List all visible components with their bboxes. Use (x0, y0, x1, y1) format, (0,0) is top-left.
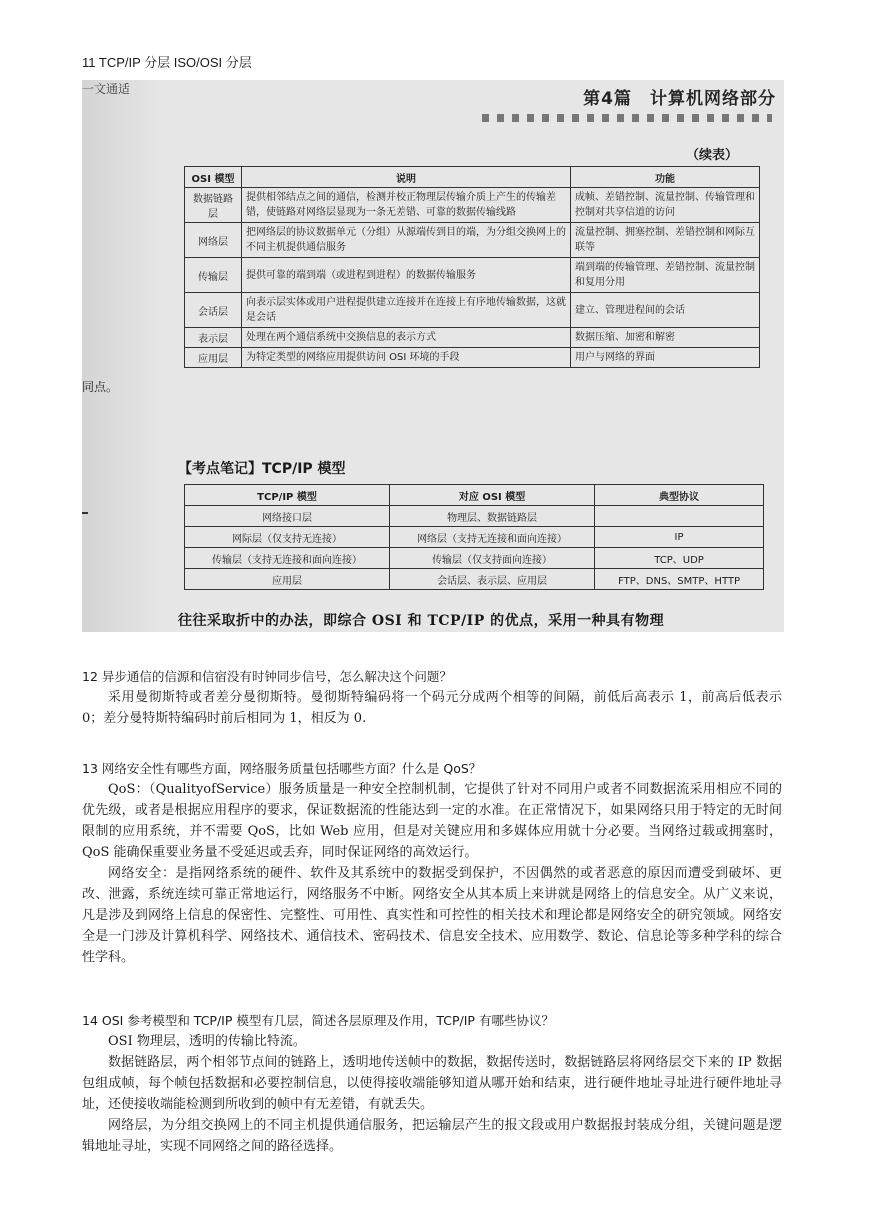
osi-col-header: 功能 (571, 167, 760, 188)
osi-layer-name: 数据链路层 (185, 188, 242, 223)
tcp-osi-mapping: 物理层、数据链路层 (390, 506, 595, 527)
tcp-osi-mapping: 网络层（支持无连接和面向连接） (390, 527, 595, 548)
table-row (185, 348, 760, 368)
osi-table-header-row (185, 167, 760, 188)
tcp-layer-name: 网际层（仅支持无连接） (185, 527, 390, 548)
table-row (185, 293, 760, 328)
data-link-layer-paragraph: 数据链路层，两个相邻节点间的链路上，透明地传送帧中的数据，数据传送时，数据链路层将网络层交下来的 IP 数据包组成帧，每个帧包括数据和必要控制信息，以使得接收端能够知道从哪开始和结束，进行硬件地址寻址进行硬件地址寻址，还使接收端能检测到所收到的帧中有无差错，有就丢失。 (82, 1055, 782, 1112)
osi-layer-description: 提供可靠的端到端（或进程到进程）的数据传输服务 (242, 258, 571, 293)
header-dot-pattern (482, 114, 772, 122)
question-11-heading: 11 TCP/IP 分层 ISO/OSI 分层 (82, 55, 252, 70)
question-14-title: 14 OSI 参考模型和 TCP/IP 模型有几层，简述各层原理及作用，TCP/IP 有哪些协议？ (82, 1013, 554, 1028)
tcp-protocols: FTP、DNS、SMTP、HTTP (595, 569, 764, 590)
osi-layer-description: 向表示层实体或用户进程提供建立连接并在连接上有序地传输数据，这就是会话 (242, 293, 571, 328)
physical-layer-paragraph: OSI 物理层，透明的传输比特流。 (108, 1034, 306, 1049)
scanned-textbook-photo (82, 80, 784, 632)
table-row (185, 258, 760, 293)
tcp-layer-name: 应用层 (185, 569, 390, 590)
tcpip-model-table (184, 484, 764, 590)
osi-layer-function: 数据压缩、加密和解密 (571, 328, 760, 348)
osi-layer-name: 网络层 (185, 223, 242, 258)
tcp-protocols: IP (595, 527, 764, 548)
tcp-osi-mapping: 会话层、表示层、应用层 (390, 569, 595, 590)
table-row (185, 328, 760, 348)
table-row (185, 527, 764, 548)
osi-layer-name: 会话层 (185, 293, 242, 328)
question-12-answer: 采用曼彻斯特或者差分曼彻斯特。曼彻斯特编码将一个码元分成两个相等的间隔，前低后高表示 1，前高后低表示 0；差分曼特斯特编码时前后相同为 1，相反为 0. (82, 690, 782, 726)
table-row (185, 548, 764, 569)
book-section-header: 第4篇 计算机网络部分 (583, 89, 776, 109)
tcp-col-header: TCP/IP 模型 (185, 485, 390, 506)
photo-clipped-text: 一文通适 (82, 82, 131, 96)
osi-layer-name: 表示层 (185, 328, 242, 348)
continued-label: （续表） (686, 148, 739, 163)
osi-layer-function: 用户与网络的界面 (571, 348, 760, 368)
osi-layer-function: 成帧、差错控制、流量控制、传输管理和控制对共享信道的访问 (571, 188, 760, 223)
osi-layer-description: 处理在两个通信系统中交换信息的表示方式 (242, 328, 571, 348)
table-row (185, 188, 760, 223)
question-14-block (82, 1010, 782, 1157)
tcp-layer-name: 传输层（支持无连接和面向连接） (185, 548, 390, 569)
table-row (185, 506, 764, 527)
tcp-col-header: 典型协议 (595, 485, 764, 506)
osi-layer-description: 提供相邻结点之间的通信，检测并校正物理层传输介质上产生的传输差错，使链路对网络层显现为一条无差错、可靠的数据传输线路 (242, 188, 571, 223)
margin-dash (82, 512, 88, 514)
osi-layer-name: 传输层 (185, 258, 242, 293)
left-margin-text: 同点。 (82, 380, 119, 394)
osi-col-header: OSI 模型 (185, 167, 242, 188)
table-row (185, 223, 760, 258)
photo-shadow (82, 80, 162, 632)
table-row (185, 569, 764, 590)
network-layer-paragraph: 网络层，为分组交换网上的不同主机提供通信服务，把运输层产生的报文段或用户数据报封装成分组，关键问题是逻辑地址寻址，实现不同网络之间的路径选择。 (82, 1118, 782, 1154)
tcp-osi-mapping: 传输层（仅支持面向连接） (390, 548, 595, 569)
notes-section-title: 【考点笔记】TCP/IP 模型 (178, 461, 346, 477)
osi-col-header: 说明 (242, 167, 571, 188)
question-12-block (82, 666, 782, 729)
tcp-layer-name: 网络接口层 (185, 506, 390, 527)
tcp-table-header-row (185, 485, 764, 506)
osi-layer-function: 建立、管理进程间的会话 (571, 293, 760, 328)
osi-layer-description: 把网络层的协议数据单元（分组）从源端传到目的端，为分组交换网上的不同主机提供通信服务 (242, 223, 571, 258)
network-security-paragraph: 网络安全：是指网络系统的硬件、软件及其系统中的数据受到保护，不因偶然的或者恶意的原因而遭受到破坏、更改、泄露，系统连续可靠正常地运行，网络服务不中断。网络安全从其本质上来讲就是网络上的信息安全。从广义来说，凡是涉及到网络上信息的保密性、完整性、可用性、真实性和可控性的相关技术和理论都是网络安全的研究领域。网络安全是一门涉及计算机科学、网络技术、通信技术、密码技术、信息安全技术、应用数学、数论、信息论等多种学科的综合性学科。 (82, 866, 782, 965)
osi-layer-function: 端到端的传输管理、差错控制、流量控制和复用分用 (571, 258, 760, 293)
osi-layer-name: 应用层 (185, 348, 242, 368)
question-13-title: 13 网络安全性有哪些方面，网络服务质量包括哪些方面？什么是 QoS？ (82, 761, 482, 776)
tcp-protocols: TCP、UDP (595, 548, 764, 569)
osi-layer-description: 为特定类型的网络应用提供访问 OSI 环境的手段 (242, 348, 571, 368)
question-12-title: 12 异步通信的信源和信宿没有时钟同步信号，怎么解决这个问题？ (82, 669, 452, 684)
question-13-block (82, 758, 782, 968)
qos-paragraph: QoS：（QualityofService）服务质量是一种安全控制机制，它提供了针对不同用户或者不同数据流采用相应不同的优先级，或者是根据应用程序的要求，保证数据流的性能达到一定的水准。在正常情况下，如果网络只用于特定的无时间限制的应用系统，并不需要 QoS，比如 Web 应用，但是对关键应用和多媒体应用就十分必要。当网络过载或拥塞时，QoS 能确保重要业务量不受延迟或丢弃，同时保证网络的高效运行。 (82, 782, 782, 860)
tcp-protocols (595, 506, 764, 527)
photo-bottom-text: 往往采取折中的办法，即综合 OSI 和 TCP/IP 的优点，采用一种具有物理 (178, 613, 665, 629)
osi-layer-function: 流量控制、拥塞控制、差错控制和网际互联等 (571, 223, 760, 258)
osi-model-table (184, 166, 760, 368)
tcp-col-header: 对应 OSI 模型 (390, 485, 595, 506)
